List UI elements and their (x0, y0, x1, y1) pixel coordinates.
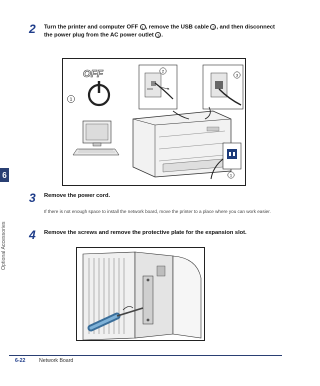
callout-ref: 2 (212, 25, 215, 30)
printer-illustration (133, 111, 231, 177)
step-text: Turn the printer and computer OFF 1 , remove the USB cable 2 , and then disconnect the power plug from the AC power outlet 3 . (44, 24, 275, 39)
step-number: 2 (29, 22, 36, 36)
step-text: Remove the screws and remove the protective plate for the expansion slot. (44, 230, 247, 236)
printer-disconnect-illustration (62, 58, 246, 186)
step-3-note: If there is not enough space to install the network board, move the printer to a place where you can work easier. (44, 209, 271, 214)
callout-1b: 1 (229, 172, 233, 178)
chapter-tab: 6 (0, 168, 9, 182)
step-3 (29, 191, 282, 205)
step-4 (29, 228, 282, 242)
expansion-slot-illustration (76, 247, 205, 341)
callout-ref: 1 (141, 25, 144, 30)
footer-rule (9, 355, 282, 356)
callout-2: 2 (161, 68, 165, 74)
callout-1: 1 (69, 96, 73, 102)
step-2 (29, 22, 282, 40)
chapter-side-label: Optional Accessories (1, 221, 7, 270)
step-number: 3 (29, 191, 36, 205)
step-text: Remove the power cord. (44, 193, 111, 199)
callout-3: 3 (235, 72, 239, 78)
usb-cable-inset (139, 65, 177, 109)
screw-icon (147, 319, 150, 322)
computer-illustration (73, 121, 119, 155)
footer-section-title: Network Board (39, 358, 74, 364)
callout-ref: 3 (157, 33, 160, 39)
off-label: OFF (83, 69, 103, 80)
page-number: 6-22 (15, 358, 26, 364)
protective-plate (143, 276, 153, 324)
step-number: 4 (29, 228, 36, 242)
screw-icon (147, 279, 150, 282)
power-off-icon (83, 69, 109, 105)
